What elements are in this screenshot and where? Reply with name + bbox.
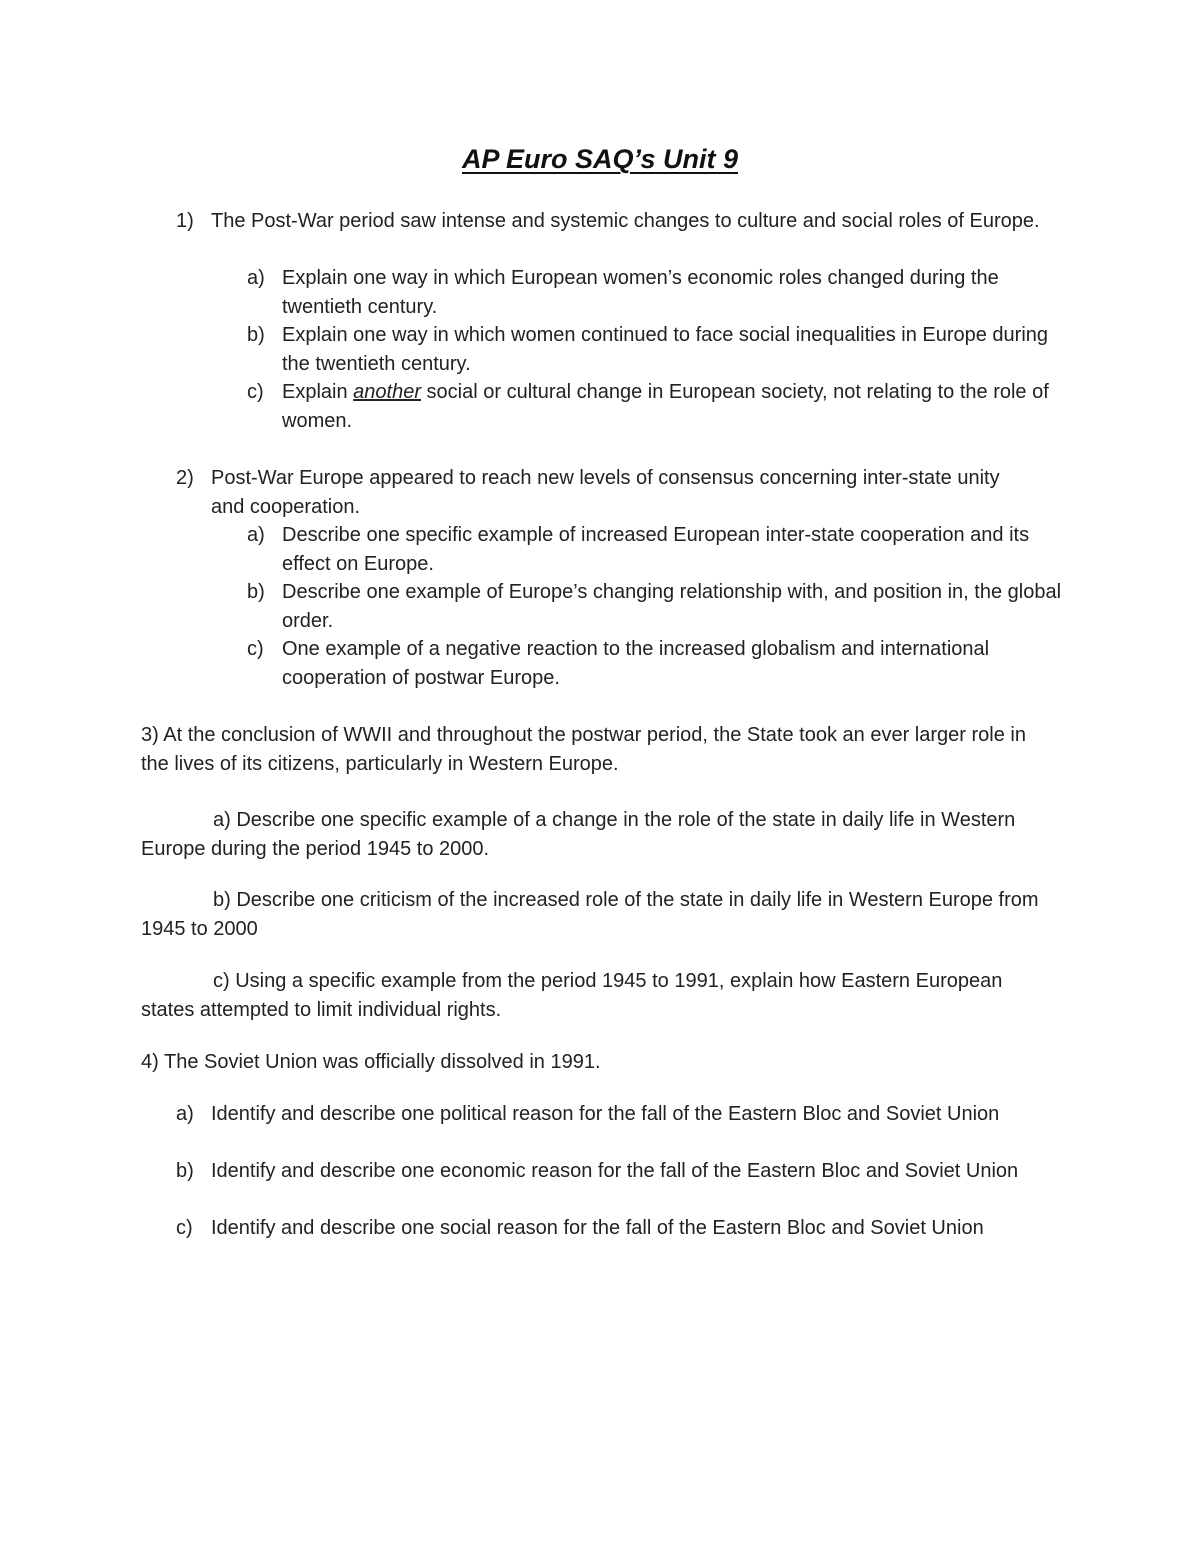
q1-c-text <box>282 378 1072 435</box>
q4-c-label: c) <box>176 1217 193 1239</box>
q4-a-text: Identify and describe one political reason for the fall of the Eastern Bloc and Soviet Union <box>211 1103 1000 1125</box>
q3-b-content: b) Describe one criticism of the increased role of the state in daily life in Western Europe from 1945 to 2000 <box>141 889 1039 940</box>
q2-a-text: Describe one specific example of increased European inter-state cooperation and its effect on Europe. <box>282 524 1030 575</box>
q1-c-text-pre: Explain <box>282 381 354 403</box>
document-title: AP Euro SAQ’s Unit 9 <box>461 144 739 174</box>
q2-number: 2) <box>176 467 194 489</box>
q2-c-text: One example of a negative reaction to the increased globalism and international cooperation of postwar Europe. <box>282 638 990 689</box>
q2-b-label: b) <box>247 581 265 603</box>
q1-c-emphasis: another <box>353 381 421 403</box>
q3-text: 3) At the conclusion of WWII and throughout the postwar period, the State took an ever larger role in the lives of its citizens, particularly in Western Europe. <box>141 724 1026 775</box>
q1-c-text-post: social or cultural change in European society, not relating to the role of women. <box>282 381 1049 432</box>
q4-a-label: a) <box>176 1103 194 1125</box>
q3-a-content: a) Describe one specific example of a change in the role of the state in daily life in Western Europe during the period 1945 to 2000. <box>141 809 1016 860</box>
q3-b-text <box>141 886 1071 943</box>
q3-c-text <box>141 967 1041 1024</box>
q3-a-text <box>141 806 1041 863</box>
q3-c-content: c) Using a specific example from the period 1945 to 1991, explain how Eastern European states attempted to limit individual rights. <box>141 970 1003 1021</box>
q2-c-label: c) <box>247 638 264 660</box>
q4-c-text: Identify and describe one social reason for the fall of the Eastern Bloc and Soviet Union <box>211 1217 984 1239</box>
q4-b-text: Identify and describe one economic reason for the fall of the Eastern Bloc and Soviet Union <box>211 1160 1019 1182</box>
q1-b-text: Explain one way in which women continued to face social inequalities in Europe during the twentieth century. <box>282 324 1049 375</box>
q1-number: 1) <box>176 210 194 232</box>
q1-a-text: Explain one way in which European women’s economic roles changed during the twentieth century. <box>282 267 999 318</box>
q2-b-text: Describe one example of Europe’s changing relationship with, and position in, the global order. <box>282 581 1062 632</box>
q1-text: The Post-War period saw intense and systemic changes to culture and social roles of Europe. <box>211 210 1040 232</box>
q2-a-label: a) <box>247 524 265 546</box>
q4-text: 4) The Soviet Union was officially dissolved in 1991. <box>141 1051 601 1073</box>
q1-b-label: b) <box>247 324 265 346</box>
q2-text: Post-War Europe appeared to reach new levels of consensus concerning inter-state unity and cooperation. <box>211 467 1000 518</box>
q1-c-label: c) <box>247 381 264 403</box>
q1-a-label: a) <box>247 267 265 289</box>
q4-b-label: b) <box>176 1160 194 1182</box>
